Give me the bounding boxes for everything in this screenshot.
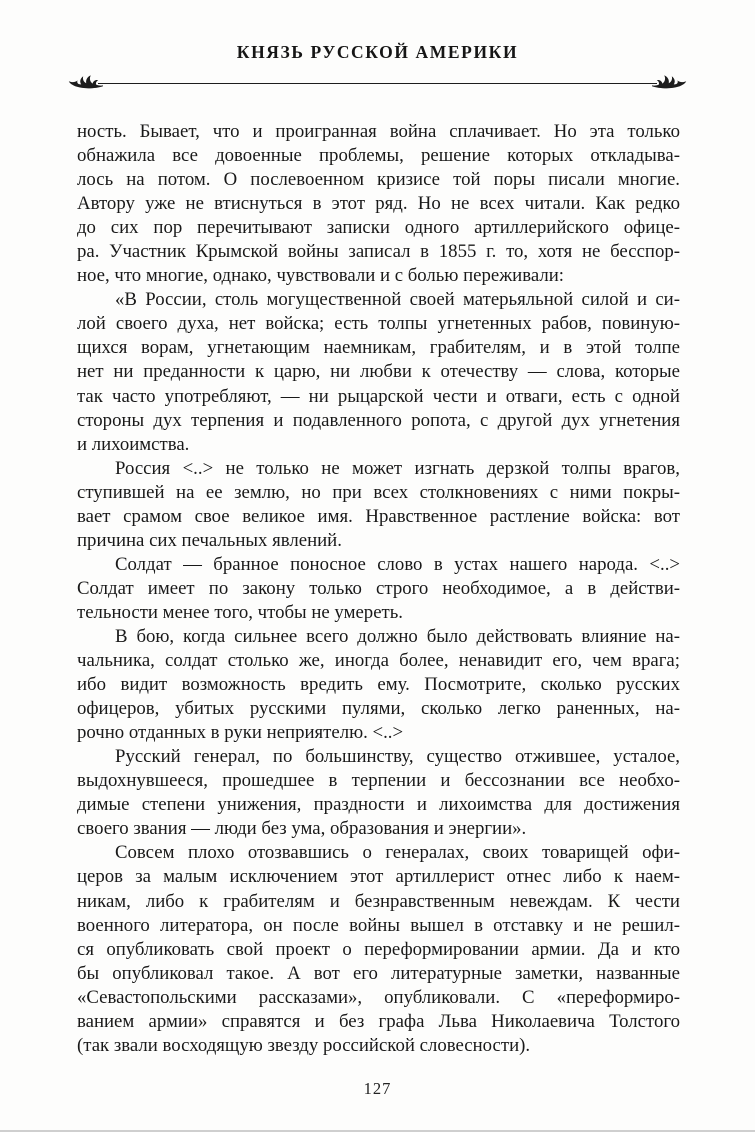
leaf-flourish-right-icon	[651, 73, 687, 93]
text-line: чальника, солдат столько же, иногда более, ненавидит его, чем врага;	[77, 650, 680, 672]
text-line: В бою, когда сильнее всего должно было действовать влияние на-	[115, 625, 680, 647]
page-title: КНЯЗЬ РУССКОЙ АМЕРИКИ	[236, 42, 519, 62]
text-line: стороны дух терпения и подавленного ропота, с другой дух угнетения	[77, 409, 680, 431]
text-line: выдохнувшееся, прошедшее в терпении и бессознании все необхо-	[77, 770, 680, 792]
paragraph	[77, 841, 680, 1057]
text-line: до сих пор перечитывают записки одного артиллерийского офице-	[77, 217, 680, 239]
text-line: рочно отданных в руки неприятелю. <..>	[77, 722, 404, 744]
text-line: ра. Участник Крымской войны записал в 1855 г. то, хотя не бесспор-	[77, 241, 680, 263]
text-line: церов за малым исключением этот артиллерист отнес либо к наем-	[77, 866, 680, 888]
text-line: причина сих печальных явлений.	[77, 529, 342, 551]
text-line: Россия <..> не только не может изгнать дерзкой толпы врагов,	[115, 457, 680, 479]
text-line: ся опубликовать свой проект о переформировании армии. Да и кто	[77, 938, 680, 960]
paragraph	[77, 457, 680, 553]
paragraph	[77, 288, 680, 456]
paragraph	[77, 745, 680, 841]
page-number: 127	[363, 1078, 392, 1098]
text-line: «Севастопольскими рассказами», опубликовали. С «переформиро-	[77, 986, 680, 1008]
text-line: (так звали восходящую звезду российской словесности).	[77, 1034, 531, 1056]
text-line: Автору уже не втиснуться в этот ряд. Но не всех читали. Как редко	[77, 193, 680, 215]
text-line: тельности менее того, чтобы не умереть.	[77, 601, 403, 623]
text-line: нет ни преданности к царю, ни любви к отечеству — слова, которые	[77, 361, 680, 383]
leaf-flourish-left-icon	[68, 73, 104, 93]
text-line: Русский генерал, по большинству, существо отжившее, усталое,	[115, 746, 680, 768]
text-line: ванием армии» справятся и без графа Льва Николаевича Толстого	[77, 1010, 680, 1032]
body-text	[77, 120, 680, 1058]
text-line: офицеров, убитых русскими пулями, сколько легко раненных, на-	[77, 698, 680, 720]
text-line: ное, что многие, однако, чувствовали и с болью переживали:	[77, 265, 564, 287]
text-line: бы опубликовал такое. А вот его литературные заметки, названные	[77, 962, 680, 984]
text-line: ность. Бывает, что и проигранная война сплачивает. Но эта только	[77, 121, 680, 142]
header-rule	[68, 73, 687, 93]
page-header	[0, 0, 755, 93]
paragraph	[77, 553, 680, 625]
text-line: ступившей на ее землю, но при всех столкновениях с ними покры-	[77, 481, 680, 503]
text-line: военного литератора, он после войны вышел в отставку и не решил-	[77, 914, 680, 936]
text-line: и лихоимства.	[77, 433, 190, 455]
header-rule-line	[98, 83, 657, 84]
text-line: лось на потом. О послевоенном кризисе той поры писали многие.	[77, 169, 680, 191]
text-line: никам, либо к грабителям и безнравственным невеждам. К чести	[77, 890, 680, 912]
page-footer	[0, 1079, 755, 1099]
paragraph	[77, 120, 680, 288]
paragraph	[77, 625, 680, 745]
text-line: Солдат — бранное поносное слово в устах нашего народа. <..>	[115, 553, 680, 575]
text-line: своего звания — люди без ума, образования и энергии».	[77, 818, 527, 840]
text-line: ибо видит возможность вредить ему. Посмотрите, сколько русских	[77, 674, 680, 696]
text-line: димые степени унижения, праздности и лихоимства для достижения	[77, 794, 680, 816]
text-line: Солдат имеет по закону только строго необходимое, а в действи-	[77, 577, 680, 599]
text-line: Совсем плохо отозвавшись о генералах, своих товарищей офи-	[115, 842, 680, 864]
text-line: обнажила все довоенные проблемы, решение которых откладыва-	[77, 145, 680, 167]
text-line: так часто употребляют, — ни рыцарской чести и отваги, есть с одной	[77, 385, 680, 407]
text-line: «В России, столь могущественной своей матерьяльной силой и си-	[115, 289, 680, 311]
text-line: лой своего духа, нет войска; есть толпы угнетенных рабов, повиную-	[77, 313, 680, 335]
text-line: вает срамом свое великое имя. Нравственное растление войска: вот	[77, 505, 680, 527]
text-line: щихся ворам, угнетающим наемникам, грабителям, и в этой толпе	[77, 337, 680, 359]
